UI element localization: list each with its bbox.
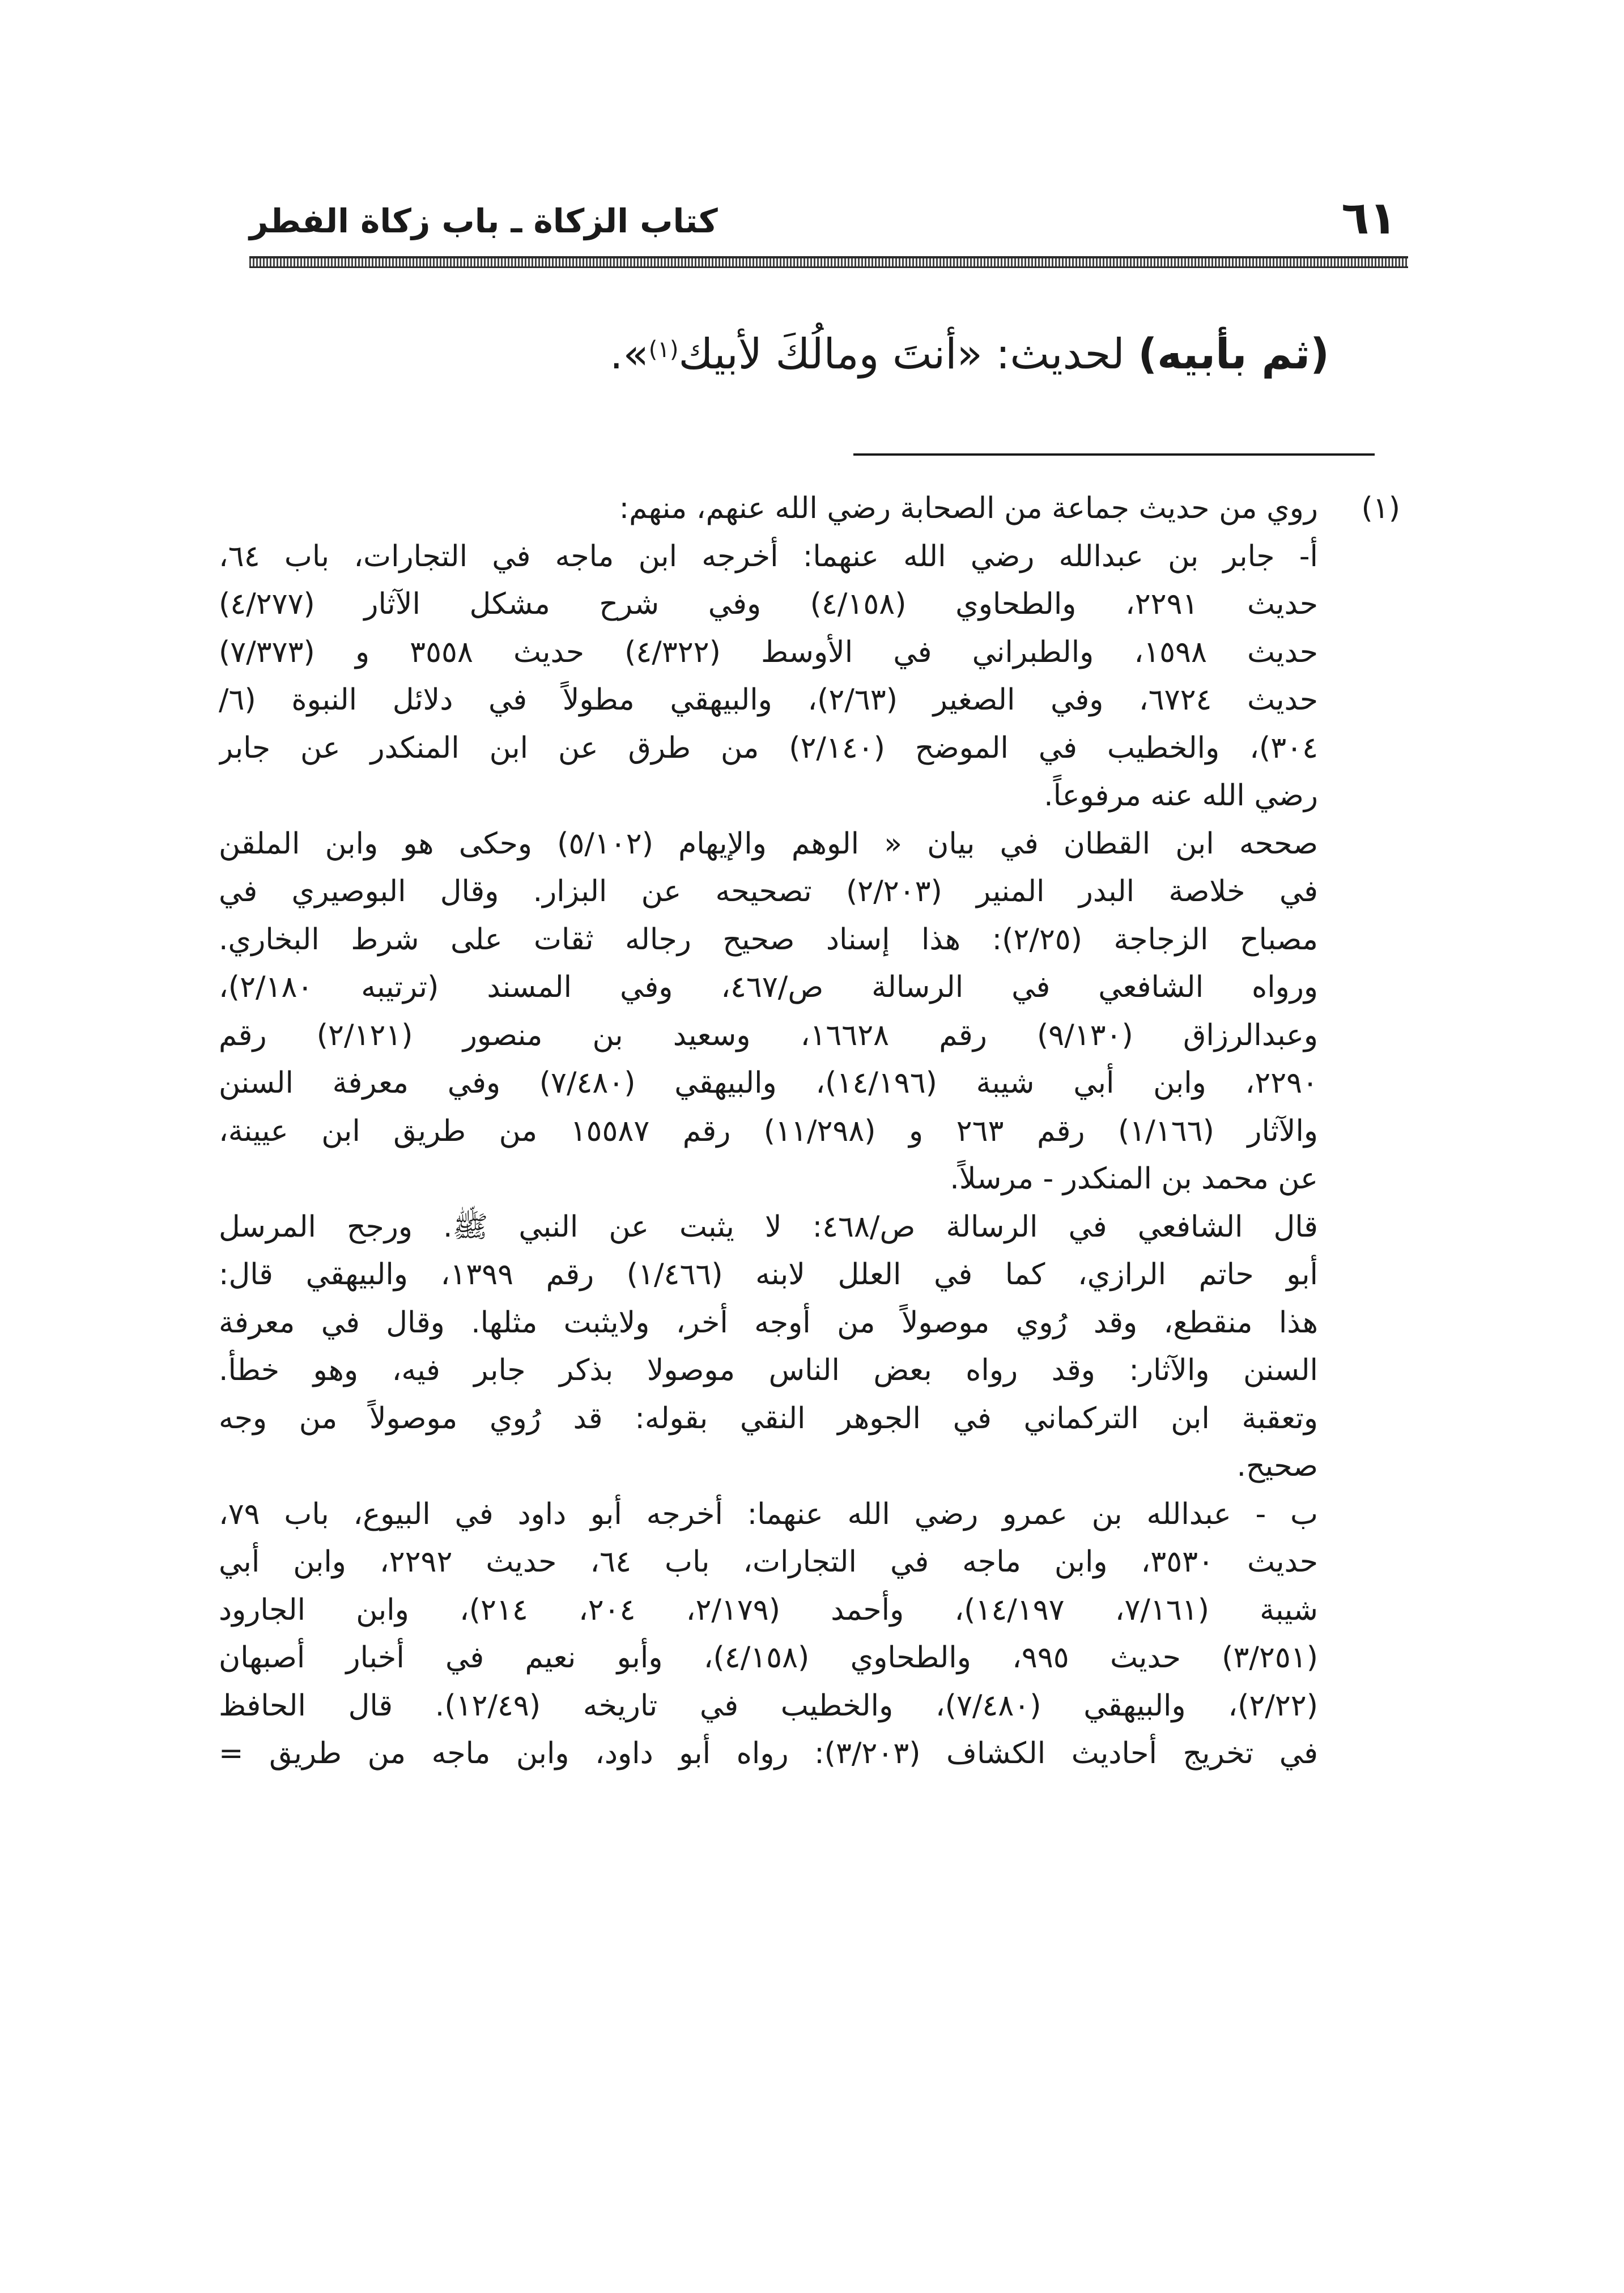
main-text (253, 317, 1329, 391)
footnote-line: ب - عبدالله بن عمرو رضي الله عنهما: أخرجه أبو داود في البيوع، باب ٧٩، (219, 1497, 1318, 1531)
footnote-reference: (١) (648, 337, 679, 363)
footnote-line: في تخريج أحاديث الكشاف (٣/٢٠٣): رواه أبو داود، وابن ماجه من طريق = (219, 1736, 1318, 1770)
footnote-line: حديث ٣٥٣٠، وابن ماجه في التجارات، باب ٦٤، حديث ٢٢٩٢، وابن أبي (219, 1545, 1318, 1579)
footnote-line: مصباح الزجاجة (٢/٢٥): هذا إسناد صحيح رجاله ثقات على شرط البخاري. (219, 922, 1318, 957)
footnote-line: شيبة (٧/١٦١، ١٤/١٩٧)، وأحمد (٢/١٧٩، ٢٠٤، ٢١٤)، وابن الجارود (219, 1593, 1318, 1627)
footnote-line: صحيح. (1236, 1449, 1318, 1483)
footnote-line: (٢/٢٢)، والبيهقي (٧/٤٨٠)، والخطيب في تاريخه (١٢/٤٩). قال الحافظ (219, 1688, 1318, 1723)
footnote-1 (219, 485, 1400, 1778)
footnote-line: في خلاصة البدر المنير (٢/٢٠٣) تصحيحه عن البزار. وقال البوصيري في (219, 874, 1318, 908)
footnote-separator (853, 453, 1375, 456)
page-header (249, 187, 1408, 249)
page-number: ٦١ (1341, 192, 1397, 244)
running-title: كتاب الزكاة ـ باب زكاة الفطر (249, 202, 718, 240)
footnote-line: أبو حاتم الرازي، كما في العلل لابنه (١/٤٦٦) رقم ١٣٩٩، والبيهقي قال: (219, 1258, 1318, 1292)
footnote-line: رضي الله عنه مرفوعاً. (1044, 779, 1318, 813)
main-text-bold: (ثم بأبيه) (1138, 330, 1329, 379)
footnote-line: حديث ٦٧٢٤، وفي الصغير (٢/٦٣)، والبيهقي مطولاً في دلائل النبوة (٦/ (219, 683, 1318, 717)
header-rule (249, 256, 1408, 268)
footnote-line: والآثار (١/١٦٦) رقم ٢٦٣ و (١١/٢٩٨) رقم ١٥٥٨٧ من طريق ابن عيينة، (219, 1114, 1318, 1148)
footnote-line: (٣/٢٥١) حديث ٩٩٥، والطحاوي (٤/١٥٨)، وأبو نعيم في أخبار أصبهان (219, 1641, 1318, 1675)
footnote-line: أ- جابر بن عبدالله رضي الله عنهما: أخرجه ابن ماجه في التجارات، باب ٦٤، (219, 539, 1318, 574)
footnote-line: روي من حديث جماعة من الصحابة رضي الله عنهم، منهم: (619, 491, 1318, 525)
footnote-line: عن محمد بن المنكدر - مرسلاً. (950, 1162, 1318, 1196)
footnote-line: السنن والآثار: وقد رواه بعض الناس موصولا بذكر جابر فيه، وهو خطأ. (219, 1353, 1318, 1387)
footnote-line: ورواه الشافعي في الرسالة ص/٤٦٧، وفي المسند (ترتيبه ٢/١٨٠)، (219, 970, 1318, 1004)
footnote-line: حديث ٢٢٩١، والطحاوي (٤/١٥٨) وفي شرح مشكل الآثار (٤/٢٧٧) (219, 587, 1318, 621)
footnote-line: قال الشافعي في الرسالة ص/٤٦٨: لا يثبت عن النبي ﷺ. ورجح المرسل (219, 1209, 1318, 1244)
footnote-line: هذا منقطع، وقد رُوي موصولاً من أوجه أخر، ولايثبت مثلها. وقال في معرفة (219, 1305, 1318, 1340)
footnote-line: صححه ابن القطان في بيان « الوهم والإيهام (٥/١٠٢) وحكى هو وابن الملقن (219, 826, 1318, 861)
main-text-body: لحديث: «أنتَ ومالُكَ لأبيك (678, 330, 1138, 379)
footnote-line: حديث ١٥٩٨، والطبراني في الأوسط (٤/٣٢٢) حديث ٣٥٥٨ و (٧/٣٧٣) (219, 635, 1318, 669)
footnotes (219, 485, 1400, 1778)
footnote-marker: (١) (1361, 491, 1400, 525)
footnote-lines (219, 485, 1318, 1778)
footnote-line: ٢٢٩٠، وابن أبي شيبة (١٤/١٩٦)، والبيهقي (٧/٤٨٠) وفي معرفة السنن (219, 1066, 1318, 1100)
footnote-line: وعبدالرزاق (٩/١٣٠) رقم ١٦٦٢٨، وسعيد بن منصور (٢/١٢١) رقم (219, 1018, 1318, 1052)
footnote-line: ٣٠٤)، والخطيب في الموضح (٢/١٤٠) من طرق عن ابن المنكدر عن جابر (219, 731, 1318, 765)
main-text-end: ». (609, 330, 649, 379)
footnote-line: وتعقبة ابن التركماني في الجوهر النقي بقوله: قد رُوي موصولاً من وجه (219, 1401, 1318, 1436)
